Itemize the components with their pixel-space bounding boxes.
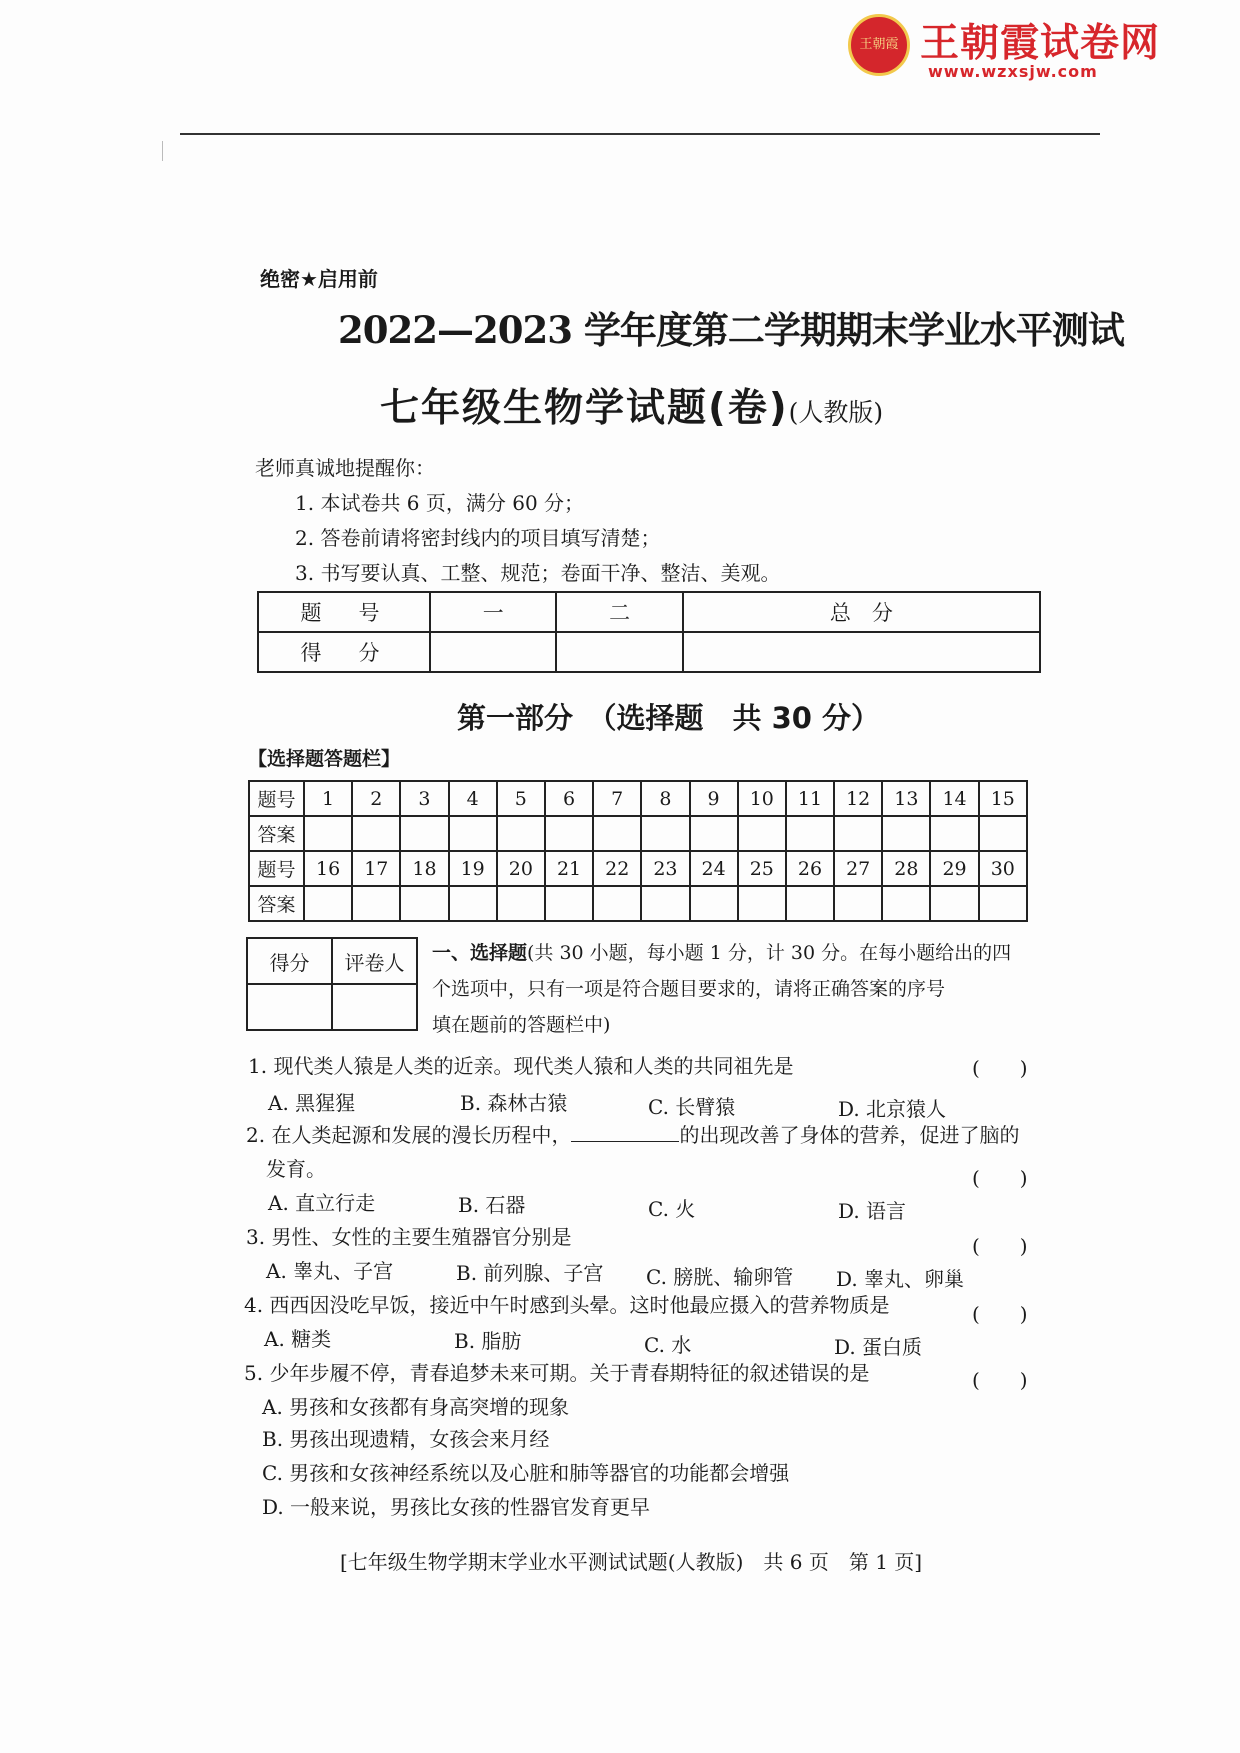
option: D. 睾丸、卵巢 xyxy=(836,1267,965,1291)
question-number-cell: 3 xyxy=(400,781,448,816)
question-stem-part: 发育。 xyxy=(266,1157,326,1181)
question-number-cell: 30 xyxy=(979,851,1027,886)
question-number-cell: 18 xyxy=(400,851,448,886)
score-col-header: 二 xyxy=(556,592,682,632)
score-cell[interactable] xyxy=(430,632,556,672)
option: D. 蛋白质 xyxy=(834,1335,923,1359)
logo-title: 王朝霞试卷网 xyxy=(920,21,1161,66)
reminder-note: 1. 本试卷共 6 页，满分 60 分； xyxy=(295,491,585,515)
answer-cell[interactable] xyxy=(449,886,497,921)
question-number-cell: 24 xyxy=(690,851,738,886)
answer-cell[interactable] xyxy=(400,816,448,851)
answer-cell[interactable] xyxy=(930,816,978,851)
question-number-cell: 1 xyxy=(304,781,352,816)
grader-box xyxy=(246,937,418,1031)
exam-title: 2022—2023 学年度第二学期期末学业水平测试 xyxy=(338,308,1124,352)
question-number-cell: 25 xyxy=(738,851,786,886)
answer-bar-title: 【选择题答题栏】 xyxy=(248,748,401,770)
score-row-label: 题 号 xyxy=(258,592,430,632)
confidential-label: 绝密★启用前 xyxy=(260,267,378,291)
option: C. 男孩和女孩神经系统以及心脏和肺等器官的功能都会增强 xyxy=(262,1461,790,1485)
exam-subtitle xyxy=(380,377,883,433)
option: B. 森林古猿 xyxy=(460,1091,568,1115)
section-instructions-line: 填在题前的答题栏中) xyxy=(432,1014,611,1036)
answer-cell[interactable] xyxy=(690,886,738,921)
grader-score-cell[interactable] xyxy=(247,984,332,1030)
option: A. 男孩和女孩都有身高突增的现象 xyxy=(262,1395,570,1419)
margin-mark xyxy=(162,141,163,161)
part-title: 第一部分 （选择题 共 30 分） xyxy=(457,701,881,735)
answer-cell[interactable] xyxy=(979,886,1027,921)
answer-paren: ( ) xyxy=(972,1056,1028,1080)
question-number-cell: 29 xyxy=(930,851,978,886)
answer-cell[interactable] xyxy=(545,816,593,851)
reminder-note: 2. 答卷前请将密封线内的项目填写清楚； xyxy=(295,526,661,550)
subject-title: 七年级生物学试题(卷) xyxy=(380,386,789,431)
question-number-cell: 4 xyxy=(449,781,497,816)
fill-blank xyxy=(571,1123,679,1142)
answer-cell[interactable] xyxy=(882,886,930,921)
answer-cell[interactable] xyxy=(593,816,641,851)
option: A. 睾丸、子宫 xyxy=(266,1259,394,1283)
answer-cell[interactable] xyxy=(690,816,738,851)
question-number-cell: 28 xyxy=(882,851,930,886)
reminder-heading: 老师真诚地提醒你： xyxy=(255,456,435,480)
question-number-cell: 16 xyxy=(304,851,352,886)
score-cell[interactable] xyxy=(556,632,682,672)
question-stem: 4. 西西因没吃早饭，接近中午时感到头晕。这时他最应摄入的营养物质是 xyxy=(244,1293,890,1317)
section-instructions xyxy=(432,938,1032,965)
question-number-cell: 23 xyxy=(641,851,689,886)
question-stem xyxy=(246,1119,1019,1148)
score-cell[interactable] xyxy=(683,632,1040,672)
score-table xyxy=(257,591,1041,673)
answer-cell[interactable] xyxy=(304,816,352,851)
option: B. 脂肪 xyxy=(454,1329,522,1353)
answer-cell[interactable] xyxy=(545,886,593,921)
section-instructions-line: (共 30 小题，每小题 1 分，计 30 分。在每小题给出的四 xyxy=(527,942,1012,964)
answer-cell[interactable] xyxy=(497,816,545,851)
question-stem: 1. 现代类人猿是人类的近亲。现代类人猿和人类的共同祖先是 xyxy=(248,1054,794,1078)
answer-cell[interactable] xyxy=(979,816,1027,851)
question-number-cell: 8 xyxy=(641,781,689,816)
option: D. 语言 xyxy=(838,1199,907,1223)
answer-cell[interactable] xyxy=(786,886,834,921)
option: C. 火 xyxy=(648,1197,696,1221)
option: A. 糖类 xyxy=(264,1327,332,1351)
answer-paren: ( ) xyxy=(972,1302,1028,1326)
answer-cell[interactable] xyxy=(834,816,882,851)
question-number-cell: 12 xyxy=(834,781,882,816)
question-number-cell: 13 xyxy=(882,781,930,816)
answer-grid xyxy=(248,780,1028,922)
answer-cell[interactable] xyxy=(882,816,930,851)
section-heading: 一、选择题 xyxy=(432,942,528,964)
answer-cell[interactable] xyxy=(641,816,689,851)
question-number-cell: 6 xyxy=(545,781,593,816)
question-number-cell: 14 xyxy=(930,781,978,816)
question-number-cell: 22 xyxy=(593,851,641,886)
question-number-cell: 19 xyxy=(449,851,497,886)
question-number-cell: 11 xyxy=(786,781,834,816)
answer-grid-label: 答案 xyxy=(249,886,304,921)
answer-cell[interactable] xyxy=(834,886,882,921)
question-number-cell: 21 xyxy=(545,851,593,886)
option: C. 水 xyxy=(644,1333,692,1357)
question-number-cell: 26 xyxy=(786,851,834,886)
answer-cell[interactable] xyxy=(352,816,400,851)
answer-cell[interactable] xyxy=(641,886,689,921)
top-rule xyxy=(180,133,1100,135)
question-number-cell: 20 xyxy=(497,851,545,886)
answer-cell[interactable] xyxy=(930,886,978,921)
grader-name-label: 评卷人 xyxy=(332,938,417,984)
option: C. 膀胱、输卵管 xyxy=(646,1265,794,1289)
reminder-note: 3. 书写要认真、工整、规范；卷面干净、整洁、美观。 xyxy=(295,561,781,585)
edition-label: (人教版) xyxy=(788,398,884,427)
logo-seal: 王朝霞 xyxy=(848,14,910,76)
grader-score-label: 得分 xyxy=(247,938,332,984)
option: B. 男孩出现遗精，女孩会来月经 xyxy=(262,1427,550,1451)
question-number-cell: 27 xyxy=(834,851,882,886)
answer-cell[interactable] xyxy=(786,816,834,851)
score-col-header: 总 分 xyxy=(683,592,1040,632)
question-number-cell: 5 xyxy=(497,781,545,816)
answer-cell[interactable] xyxy=(400,886,448,921)
question-number-cell: 2 xyxy=(352,781,400,816)
option: D. 北京猿人 xyxy=(838,1097,947,1121)
answer-grid-label: 题号 xyxy=(249,781,304,816)
option: A. 直立行走 xyxy=(268,1191,376,1215)
score-col-header: 一 xyxy=(430,592,556,632)
question-number-cell: 17 xyxy=(352,851,400,886)
answer-grid-label: 答案 xyxy=(249,816,304,851)
answer-cell[interactable] xyxy=(738,886,786,921)
answer-grid-label: 题号 xyxy=(249,851,304,886)
question-number-cell: 7 xyxy=(593,781,641,816)
option: A. 黑猩猩 xyxy=(268,1091,356,1115)
question-stem: 3. 男性、女性的主要生殖器官分别是 xyxy=(246,1225,572,1249)
option: D. 一般来说，男孩比女孩的性器官发育更早 xyxy=(262,1495,651,1519)
section-instructions-line: 个选项中，只有一项是符合题目要求的，请将正确答案的序号 xyxy=(432,978,946,1000)
option: B. 石器 xyxy=(458,1193,526,1217)
answer-cell[interactable] xyxy=(352,886,400,921)
answer-paren: ( ) xyxy=(972,1368,1028,1392)
question-stem-part: 2. 在人类起源和发展的漫长历程中， xyxy=(246,1123,572,1147)
question-stem-part: 的出现改善了身体的营养，促进了脑的 xyxy=(679,1123,1020,1147)
score-row-label: 得 分 xyxy=(258,632,430,672)
option: C. 长臂猿 xyxy=(648,1095,736,1119)
question-number-cell: 10 xyxy=(738,781,786,816)
page-footer: [七年级生物学期末学业水平测试试题(人教版) 共 6 页 第 1 页] xyxy=(340,1550,923,1574)
grader-name-cell[interactable] xyxy=(332,984,417,1030)
site-logo xyxy=(848,12,1238,82)
answer-cell[interactable] xyxy=(738,816,786,851)
answer-cell[interactable] xyxy=(497,886,545,921)
answer-cell[interactable] xyxy=(304,886,352,921)
question-number-cell: 9 xyxy=(690,781,738,816)
question-stem: 5. 少年步履不停，青春追梦未来可期。关于青春期特征的叙述错误的是 xyxy=(244,1361,870,1385)
logo-url: www.wzxsjw.com xyxy=(928,62,1098,81)
option: B. 前列腺、子宫 xyxy=(456,1261,604,1285)
answer-paren: ( ) xyxy=(972,1234,1028,1258)
answer-paren: ( ) xyxy=(972,1166,1028,1190)
answer-cell[interactable] xyxy=(449,816,497,851)
answer-cell[interactable] xyxy=(593,886,641,921)
question-number-cell: 15 xyxy=(979,781,1027,816)
